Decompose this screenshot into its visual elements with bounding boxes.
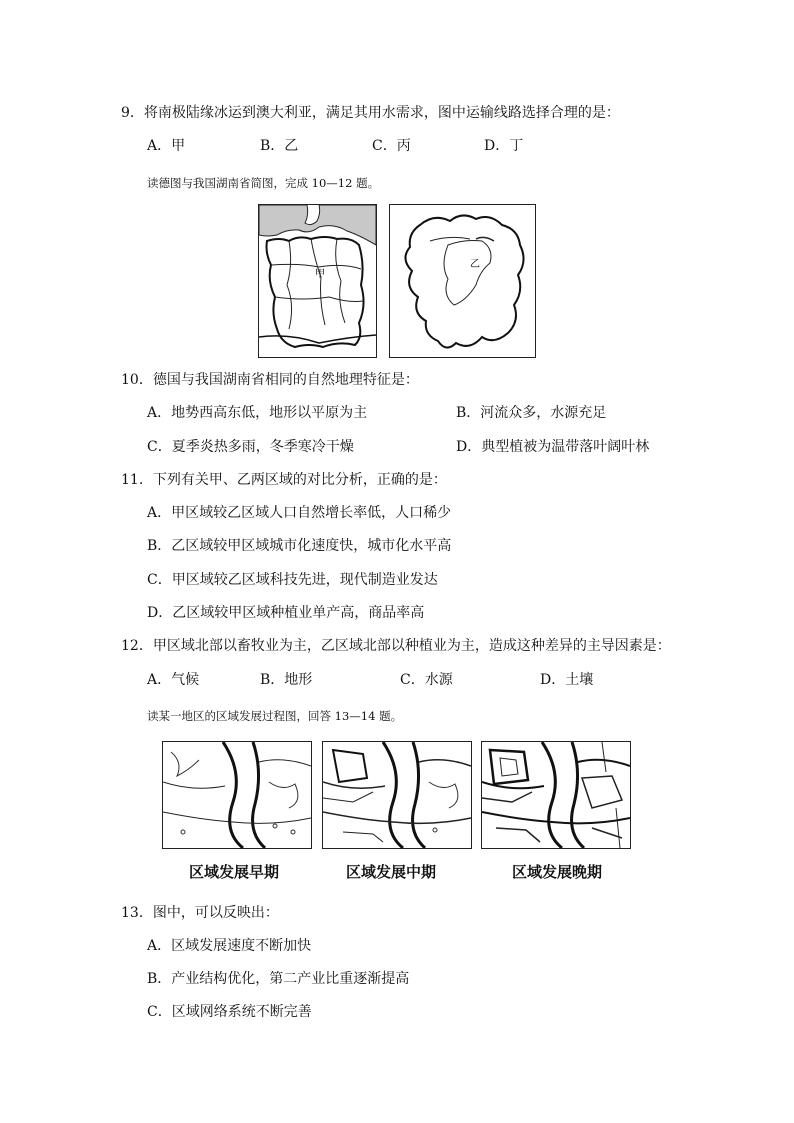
hunan-label: 乙 (470, 259, 480, 270)
q13-option-b: B．产业结构优化，第二产业比重逐渐提高 (147, 971, 410, 987)
q11-option-d: D．乙区域较甲区域种植业单产高，商品率高 (147, 605, 425, 621)
q9-option-b: B．乙 (260, 138, 299, 154)
q9-option-d: D．丁 (484, 138, 524, 154)
q9-option-c: C．丙 (372, 138, 411, 154)
q11-option-a: A．甲区域较乙区域人口自然增长率低，人口稀少 (147, 505, 452, 521)
q13-option-a: A．区域发展速度不断加快 (147, 938, 312, 954)
q13-option-c: C．区域网络系统不断完善 (147, 1004, 312, 1020)
hunan-map-graphic (390, 205, 535, 357)
germany-label: 甲 (315, 269, 325, 280)
q11-option-b: B．乙区域较甲区域城市化速度快，城市化水平高 (147, 538, 452, 554)
q11-option-c: C．甲区域较乙区域科技先进，现代制造业发达 (147, 572, 438, 588)
q10-stem: 10．德国与我国湖南省相同的自然地理特征是： (121, 372, 419, 388)
hunan-map (389, 204, 536, 358)
stage-middle-graphic (323, 742, 471, 848)
intro-13-14: 读某一地区的区域发展过程图，回答 13—14 题。 (147, 709, 403, 723)
q10-option-a: A．地势西高东低，地形以平原为主 (147, 405, 368, 421)
stage-late-map (481, 741, 631, 849)
stage-late-caption: 区域发展晚期 (512, 863, 603, 881)
stage-early-graphic (163, 742, 311, 848)
intro-10-12: 读德图与我国湖南省简图，完成 10—12 题。 (147, 176, 380, 190)
q9-stem: 9．将南极陆缘冰运到澳大利亚，满足其用水需求，图中运输线路选择合理的是： (121, 105, 620, 121)
q10-option-b: B．河流众多，水源充足 (456, 405, 607, 421)
q12-stem: 12．甲区域北部以畜牧业为主，乙区域北部以种植业为主，造成这种差异的主导因素是： (121, 638, 671, 654)
q9-option-a: A．甲 (147, 138, 186, 154)
stage-middle-map (322, 741, 472, 849)
germany-map-graphic (259, 205, 376, 357)
q12-option-d: D．土壤 (540, 672, 594, 688)
germany-map (258, 204, 377, 358)
q10-option-d: D．典型植被为温带落叶阔叶林 (456, 439, 650, 455)
q12-option-c: C．水源 (400, 672, 453, 688)
stage-early-map (162, 741, 312, 849)
q10-option-c: C．夏季炎热多雨，冬季寒冷干燥 (147, 439, 354, 455)
q11-stem: 11．下列有关甲、乙两区域的对比分析，正确的是： (121, 472, 447, 488)
q12-option-b: B．地形 (260, 672, 313, 688)
q12-option-a: A．气候 (147, 672, 200, 688)
stage-late-graphic (482, 742, 630, 848)
stage-middle-caption: 区域发展中期 (346, 863, 437, 881)
stage-early-caption: 区域发展早期 (189, 863, 280, 881)
q13-stem: 13．图中，可以反映出： (121, 905, 279, 921)
